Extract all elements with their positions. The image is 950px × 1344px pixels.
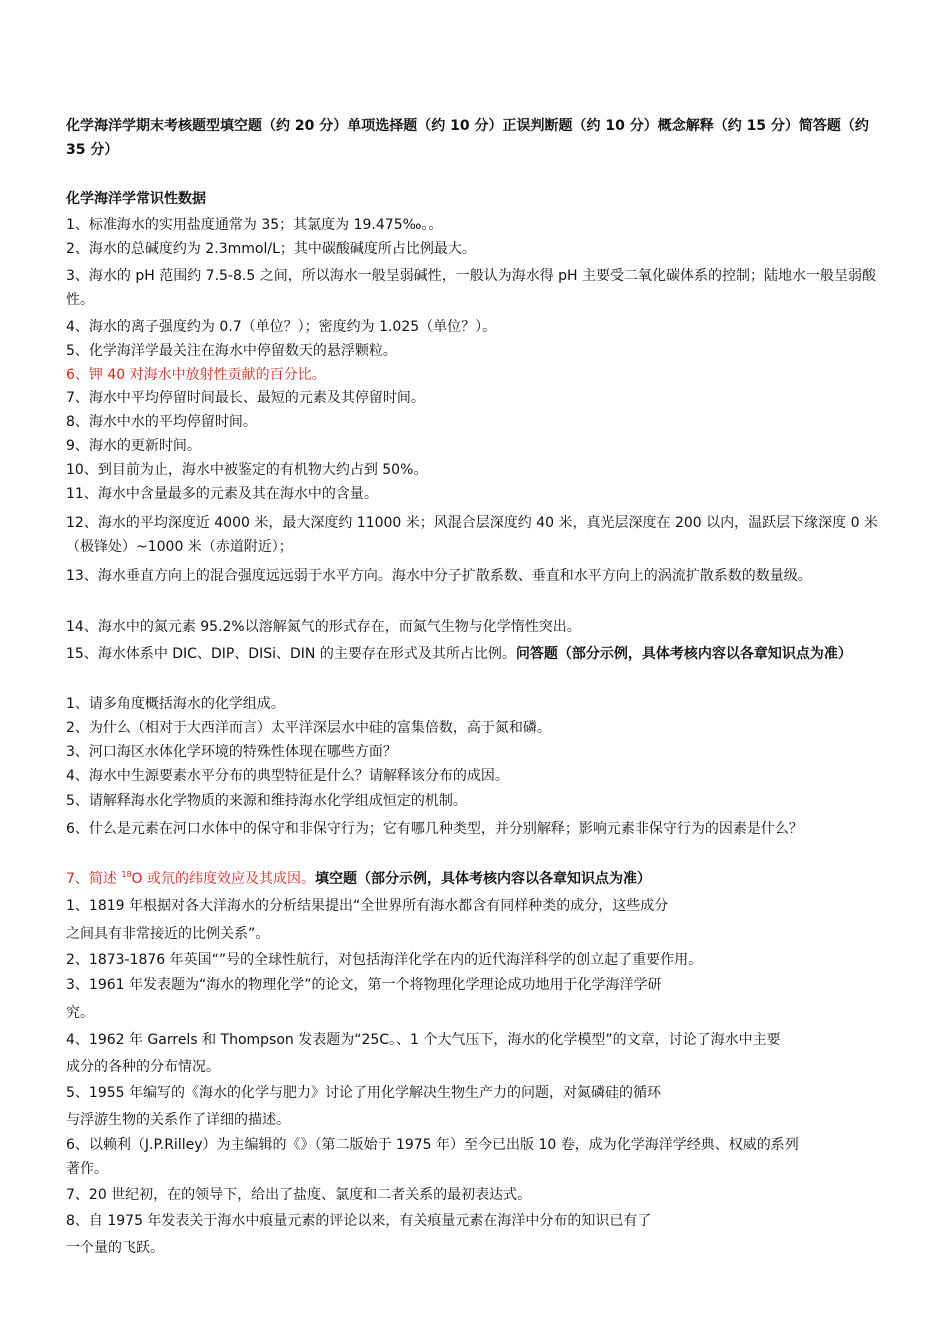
document-title: 化学海洋学期末考核题型填空题（约 20 分）单项选择题（约 10 分）正误判断题（约 10 分）概念解释（约 15 分）简答题（约 35 分）	[66, 118, 869, 158]
text-line: 6、以赖利（J.P.Rilley）为主编辑的《》（第二版始于 1975 年）至今已出版 10 卷，成为化学海洋学经典、权威的系列	[66, 1137, 799, 1153]
text-line: 成分的各种的分布情况。	[66, 1059, 220, 1075]
section-heading-common-data: 化学海洋学常识性数据	[66, 191, 206, 207]
section-heading-fill-blank: 填空题（部分示例，具体考核内容以各章知识点为准）	[315, 871, 652, 887]
text-line: 2、1873-1876 年英国“”号的全球性航行，对包括海洋化学在内的近代海洋科学的创立起了重要作用。	[66, 952, 703, 968]
list-item: 7、海水中平均停留时间最长、最短的元素及其停留时间。	[66, 390, 425, 406]
list-item-with-heading	[66, 867, 886, 891]
isotope-superscript: 18	[121, 870, 132, 879]
text-line: 究。	[66, 1005, 94, 1021]
list-item-highlighted: 7、简述 $^{18}$O 或氘的纬度效应及其成因。	[66, 870, 316, 887]
list-item: 12、海水的平均深度近 4000 米，最大深度约 11000 米；风混合层深度约 40 米，真光层深度在 200 以内，温跃层下缘深度 0 米（极锋处）~1000 米（赤道附近）；	[66, 515, 878, 555]
text-line: 与浮游生物的关系作了详细的描述。	[66, 1112, 290, 1128]
list-item: 6、什么是元素在河口水体中的保守和非保守行为；它有哪几种类型，并分别解释；影响元素非保守行为的因素是什么？	[66, 821, 803, 837]
list-item: 4、海水中生源要素水平分布的典型特征是什么？请解释该分布的成因。	[66, 768, 509, 784]
text-line: 3、1961 年发表题为“海水的物理化学”的论文，第一个将物理化学理论成功地用于化学海洋学研	[66, 977, 662, 993]
list-item: 14、海水中的氮元素 95.2%以溶解氮气的形式存在，而氮气生物与化学惰性突出。	[66, 619, 581, 635]
text-line: 1、1819 年根据对各大洋海水的分析结果提出“全世界所有海水都含有同样种类的成分，这些成分	[66, 898, 669, 914]
list-item: 2、海水的总碱度约为 2.3mmol/L；其中碳酸碱度所占比例最大。	[66, 241, 476, 257]
text-line: 8、自 1975 年发表关于海水中痕量元素的评论以来，有关痕量元素在海洋中分布的知识已有了	[66, 1213, 652, 1229]
list-item: 9、海水的更新时间。	[66, 438, 201, 454]
list-item: 4、海水的离子强度约为 0.7（单位？）；密度约为 1.025（单位？）。	[66, 319, 497, 335]
list-item-highlighted: 6、钾 40 对海水中放射性贡献的百分比。	[66, 367, 326, 383]
text-line: 4、1962 年 Garrels 和 Thompson 发表题为“25C。、1 个大气压下，海水的化学模型”的文章，讨论了海水中主要	[66, 1032, 781, 1048]
text-line: 7、20 世纪初，在的领导下，给出了盐度、氯度和二者关系的最初表达式。	[66, 1187, 532, 1203]
text-line: 一个量的飞跃。	[66, 1240, 164, 1256]
list-item: 5、化学海洋学最关注在海水中停留数天的悬浮颗粒。	[66, 343, 397, 359]
list-item: 8、海水中水的平均停留时间。	[66, 414, 257, 430]
text-line: 著作。	[66, 1161, 108, 1177]
list-item: 1、请多角度概括海水的化学组成。	[66, 696, 285, 712]
list-item: 1、标准海水的实用盐度通常为 35；其氯度为 19.475‰。。	[66, 217, 443, 233]
text-line: 之间具有非常接近的比例关系”。	[66, 926, 270, 942]
list-item-with-heading	[66, 642, 886, 666]
text-line: 5、1955 年编写的《海水的化学与肥力》讨论了用化学解决生物生产力的问题，对氮磷硅的循环	[66, 1085, 661, 1101]
list-item: 13、海水垂直方向上的混合强度远远弱于水平方向。海水中分子扩散系数、垂直和水平方向上的涡流扩散系数的数量级。	[66, 568, 812, 584]
list-item: 3、海水的 pH 范围约 7.5-8.5 之间，所以海水一般呈弱碱性，一般认为海水得 pH 主要受二氧化碳体系的控制；陆地水一般呈弱酸性。	[66, 268, 877, 308]
list-item: 11、海水中含量最多的元素及其在海水中的含量。	[66, 486, 378, 502]
list-item: 5、请解释海水化学物质的来源和维持海水化学组成恒定的机制。	[66, 793, 467, 809]
list-item: 3、河口海区水体化学环境的特殊性体现在哪些方面？	[66, 744, 397, 760]
list-item: 10、到目前为止，海水中被鉴定的有机物大约占到 50%。	[66, 462, 428, 478]
list-item: 2、为什么（相对于大西洋而言）太平洋深层水中硅的富集倍数，高于氮和磷。	[66, 720, 551, 736]
section-heading-qa: 问答题（部分示例，具体考核内容以各章知识点为准）	[515, 646, 852, 662]
list-item-text: 15、海水体系中 DIC、DIP、DISi、DIN 的主要存在形式及其所占比例。	[66, 646, 516, 662]
